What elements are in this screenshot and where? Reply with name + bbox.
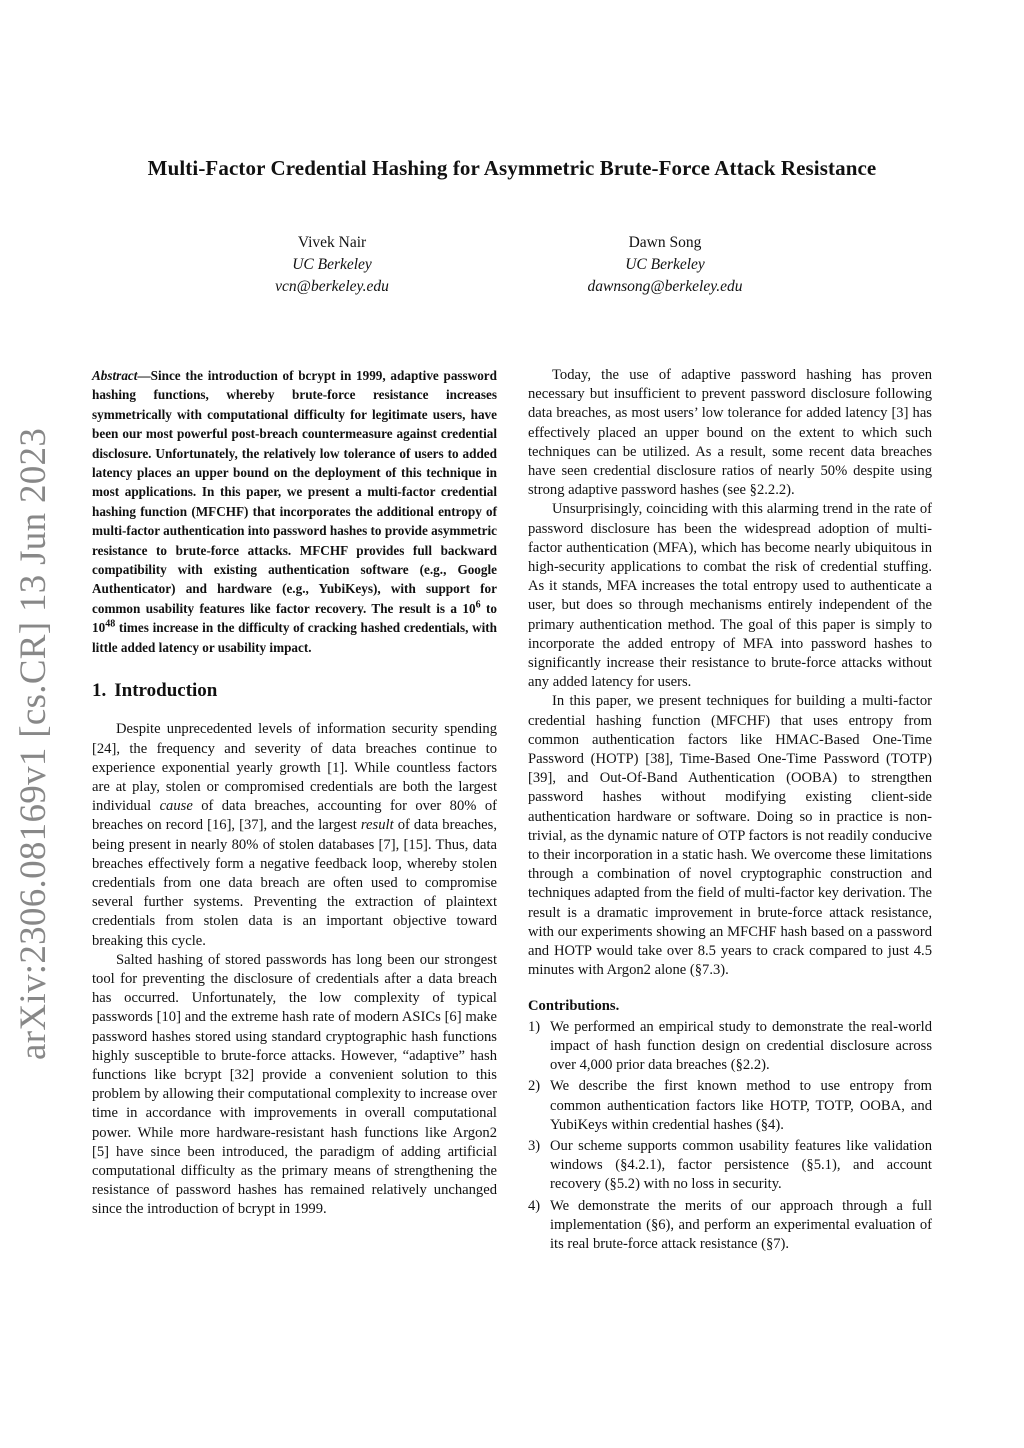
emphasis-text: cause: [159, 798, 193, 815]
abstract: [92, 366, 497, 657]
author-block: [182, 232, 482, 298]
list-item: [528, 1137, 932, 1195]
section-number: 1.: [92, 680, 107, 702]
list-item-text: We performed an empirical study to demonstrate the real-world impact of hash function design on credential disclosure across over 4,000 prior data breaches (§2.2).: [550, 1018, 932, 1074]
author-name: Dawn Song: [628, 234, 702, 251]
paragraph-text: of data breaches, being present in nearly 80% of stolen databases [7], [15]. Thus, data breaches effectively form a negative feedback loop, whereby stolen credentials from one data breach are often used to compromise several further systems. Preventing the extraction of plaintext credentials from stolen data is an important objective toward breaking this cycle.: [92, 817, 497, 949]
list-item-text: We demonstrate the merits of our approach through a full implementation (§6), and perform an experimental evaluation of its real brute-force attack resistance (§7).: [550, 1197, 932, 1252]
left-column: [92, 366, 497, 1220]
list-marker: 1): [528, 1018, 541, 1035]
body-paragraph: Salted hashing of stored passwords has long been our strongest tool for preventing the disclosure of credentials after a data breach has occurred. Unfortunately, the low complexity of typical passwords [10] and the extreme hash rate of modern ASICs [6] make password hashes stored using standard cryptographic hash functions highly susceptible to brute-force attacks. However, “adaptive” hash functions like bcrypt [32] provide a convenient solution to this problem by allowing their computational complexity to increase over time in accordance with improvements in overall computational power. While more hardware-resistant hash functions like Argon2 [5] have since been introduced, the paradigm of adding artificial computational difficulty as the primary means of strengthening the resistance of password hashes has remained relatively unchanged since the introduction of bcrypt in 1999.: [92, 951, 497, 1218]
paper-title: Multi-Factor Credential Hashing for Asymmetric Brute-Force Attack Resistance: [147, 156, 877, 180]
abstract-label: Abstract: [92, 368, 138, 383]
list-item: [528, 1077, 932, 1135]
contributions-heading: Contributions.: [528, 997, 620, 1014]
abstract-dash: —: [137, 368, 151, 383]
body-paragraph: Today, the use of adaptive password hashing has proven necessary but insufficient to prevent password disclosure following data breaches, as most users’ low tolerance for added latency [3] has effectively placed an upper bound on the extent to which such techniques can be utilized. As a result, some recent data breaches have seen credential disclosure ratios of nearly 50% despite using strong adaptive password hashes (see §2.2.2).: [528, 367, 932, 499]
contributions-list: [528, 1018, 932, 1254]
abstract-math-exponent: 6: [475, 599, 481, 611]
body-paragraph: [92, 720, 497, 950]
list-marker: 3): [528, 1137, 541, 1154]
author-name: Vivek Nair: [297, 234, 367, 251]
paragraph-text: Despite unprecedented levels of information security spending [24], the frequency and severity of data breaches continue to experience exponential yearly growth [1]. While countless factors are at play, stolen or compromised credentials are both the largest individual: [92, 721, 497, 815]
author-email: dawnsong@berkeley.edu: [587, 278, 743, 295]
author-block: [515, 232, 815, 298]
list-item: [528, 1018, 932, 1076]
section-heading: [92, 681, 497, 700]
list-item-text: Our scheme supports common usability features like validation windows (§4.2.1), factor persistence (§5.1), and account recovery (§5.2) with no loss in security.: [550, 1137, 932, 1193]
paragraph-text: of data breaches, accounting for over 80% of breaches on record [16], [37], and the largest: [92, 798, 497, 834]
author-affiliation: UC Berkeley: [625, 256, 705, 273]
body-paragraph: Unsurprisingly, coinciding with this alarming trend in the rate of password disclosure has been the widespread adoption of multi-factor authentication (MFA), which has become nearly ubiquitous in high-security applications to combat the risk of credential stuffing. As it stands, MFA increases the total entropy used to authenticate a user, but does so through mechanisms entirely independent of the primary authentication method. The goal of this paper is simply to incorporate the added entropy of MFA into password hashes to significantly increase their resistance to brute-force attacks without any added latency for users.: [528, 501, 932, 691]
list-marker: 2): [528, 1078, 541, 1095]
list-item-text: We describe the first known method to use entropy from common authentication factors like HOTP, TOTP, OOBA, and YubiKeys within credential hashes (§4).: [550, 1078, 932, 1133]
arxiv-sidebar: [12, 427, 54, 1061]
abstract-text: Since the introduction of bcrypt in 1999, adaptive password hashing functions, whereby brute-force resistance increases symmetrically with computational difficulty for legitimate users, have been our most powerful post-breach countermeasure against credential disclosure. Unfortunately, the relatively low tolerance of users to added latency places an upper bound on the deployment of this technique in most applications. In this paper, we present a multi-factor credential hashing function (MFCHF) that incorporates the additional entropy of multi-factor authentication into password hashes to provide asymmetric resistance to brute-force attacks. MFCHF provides full backward compatibility with existing authentication software (e.g., Google Authenticator) and hardware (e.g., YubiKeys), with support for common usability features like factor recovery. The result is a: [92, 368, 498, 616]
abstract-math-exponent: 48: [105, 618, 116, 630]
author-email: vcn@berkeley.edu: [275, 278, 389, 295]
abstract-math-base: 10: [92, 620, 106, 636]
list-item: [528, 1197, 932, 1255]
right-column: [528, 366, 932, 1256]
abstract-text: times increase in the difficulty of cracking hashed credentials, with little added latency or usability impact.: [92, 620, 497, 655]
author-affiliation: UC Berkeley: [292, 256, 372, 273]
arxiv-identifier: arXiv:2306.08169v1 [cs.CR] 13 Jun 2023: [13, 427, 54, 1060]
emphasis-text: result: [360, 817, 394, 834]
abstract-math-base: 10: [462, 600, 476, 616]
body-paragraph: In this paper, we present techniques for building a multi-factor credential hashing function (MFCHF) that uses entropy from common authentication factors like HMAC-Based One-Time Password (HOTP) [38], Time-Based One-Time Password (TOTP) [39], and Out-Of-Band Authentication (OOBA) to strengthen password hashes without modifying existing client-side authentication hardware or software. Doing so in practice is non-trivial, as the dynamic nature of OTP factors is not readily conducive to their incorporation in a static hash. We overcome these limitations through a combination of novel cryptographic construction and techniques adapted from the field of multi-factor key derivation. The result is a dramatic improvement in brute-force attack resistance, with our experiments showing an MFCHF hash based on a password and HOTP would take over 8.5 years to crack compared to just 4.5 minutes with Argon2 alone (§7.3).: [528, 693, 932, 979]
section-title: Introduction: [114, 680, 218, 702]
list-marker: 4): [528, 1197, 541, 1214]
abstract-text: to: [480, 600, 497, 616]
